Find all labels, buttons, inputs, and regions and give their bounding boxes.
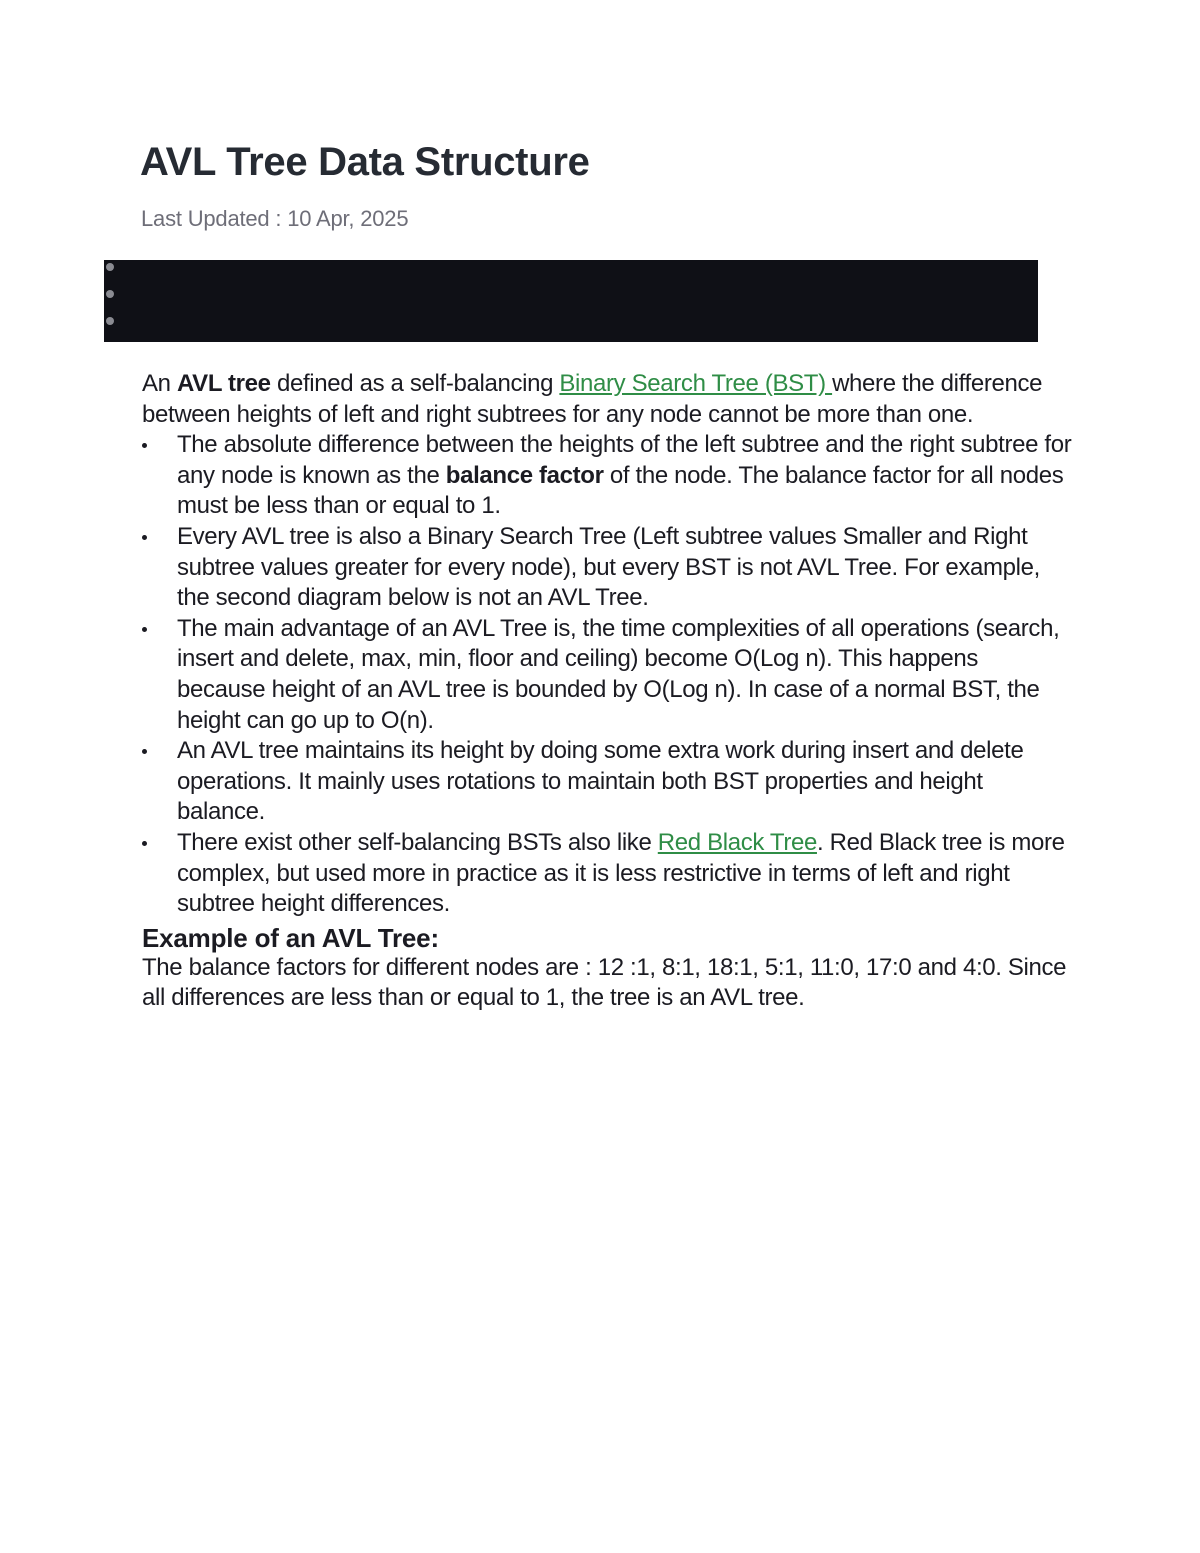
page-title: AVL Tree Data Structure xyxy=(140,140,590,184)
point-text: The absolute difference between the heights of the left subtree and the right subtree for any node is known as the xyxy=(177,431,1072,489)
bullet-icon xyxy=(142,841,147,846)
last-updated-date: Last Updated : 10 Apr, 2025 xyxy=(141,206,409,231)
intro-text: An xyxy=(142,370,177,397)
key-points-list xyxy=(142,430,1072,920)
point-text: The main advantage of an AVL Tree is, the time complexities of all operations (search, insert and delete, max, min, floor and ceiling) become O(Log n). This happens because height of an AVL tree is bounded by O(Log n). In case of a normal BST, the height can go up to O(n). xyxy=(177,614,1060,734)
intro-bold-term: AVL tree xyxy=(176,370,271,397)
list-item xyxy=(142,614,1072,736)
intro-text: defined as a self-balancing xyxy=(270,370,560,397)
point-text: There exist other self-balancing BSTs also like xyxy=(177,828,658,856)
point-text: Every AVL tree is also a Binary Search Tree (Left subtree values Smaller and Right subtree values greater for every node), but every BST is not AVL Tree. For example, the second diagram below is not an AVL Tree. xyxy=(177,522,1040,612)
bullet-icon xyxy=(142,627,147,632)
example-paragraph: The balance factors for different nodes are : 12 :1, 8:1, 18:1, 5:1, 11:0, 17:0 and 4:0. Since all differences are less than or equal to 1, the tree is an AVL tree. xyxy=(142,953,1067,1012)
point-bold-term: balance factor xyxy=(445,461,604,489)
list-item xyxy=(142,828,1072,920)
bullet-icon xyxy=(142,535,147,540)
bullet-icon xyxy=(142,749,147,754)
bullet-icon xyxy=(142,443,147,448)
banner-dot-icon xyxy=(106,263,114,271)
banner-dot-icon xyxy=(106,317,114,325)
bst-link[interactable]: Binary Search Tree (BST) xyxy=(559,370,833,397)
list-item xyxy=(142,430,1072,522)
list-item xyxy=(142,522,1072,614)
point-text: . Red Black tree is more complex, but used more in practice as it is less restrictive in terms of left and right subtree height differences. xyxy=(177,828,1065,918)
dark-banner xyxy=(104,260,1038,342)
point-text: An AVL tree maintains its height by doing some extra work during insert and delete operations. It mainly uses rotations to maintain both BST properties and height balance. xyxy=(177,737,1024,826)
red-black-tree-link[interactable]: Red Black Tree xyxy=(657,828,817,856)
point-text: of the node. The balance factor for all nodes must be less than or equal to 1. xyxy=(177,461,1064,520)
intro-paragraph xyxy=(142,369,1072,430)
example-heading: Example of an AVL Tree: xyxy=(142,922,439,953)
list-item xyxy=(142,736,1072,828)
banner-dot-icon xyxy=(106,290,114,298)
article-body xyxy=(142,369,1072,1014)
intro-text: where the difference between heights of left and right subtrees for any node cannot be more than one. xyxy=(142,370,1043,428)
